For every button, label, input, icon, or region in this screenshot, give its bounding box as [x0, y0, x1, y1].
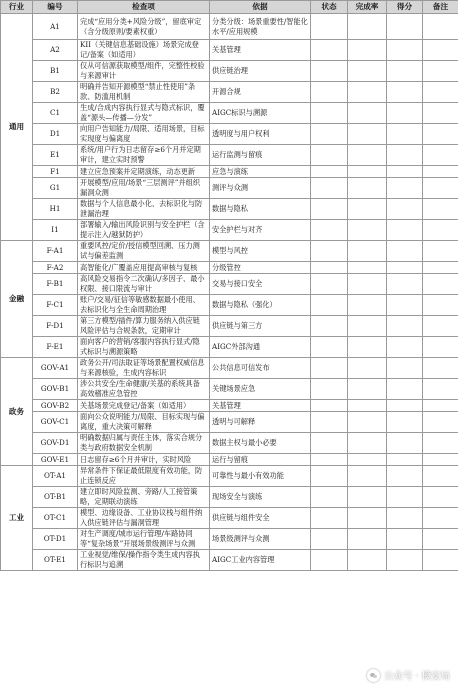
code-cell: OT-B1 [33, 487, 78, 508]
header-status: 状态 [311, 1, 348, 14]
score-cell[interactable] [387, 400, 423, 412]
remarks-cell[interactable] [423, 40, 458, 61]
industry-cell: 工业 [1, 466, 33, 571]
status-cell[interactable] [311, 178, 348, 199]
score-cell[interactable] [387, 529, 423, 550]
completion-rate-cell[interactable] [348, 400, 387, 412]
check-item-cell: 数据与个人信息最小化、去标识化与防泄漏治理 [78, 199, 210, 220]
check-item-cell: 明确并告知开源模型“禁止性使用”条款、防滥用机制 [78, 82, 210, 103]
code-cell: A1 [33, 14, 78, 40]
remarks-cell[interactable] [423, 124, 458, 145]
status-cell[interactable] [311, 400, 348, 412]
code-cell: H1 [33, 199, 78, 220]
header-basis: 依据 [210, 1, 311, 14]
basis-cell: 关基管理 [210, 400, 311, 412]
check-item-cell: 明确数据归属与责任主体，落实合规分类与政府数据安全机制 [78, 433, 210, 454]
basis-cell: 分类分级：场景重要性/智能化水平/应用规模 [210, 14, 311, 40]
score-cell[interactable] [387, 103, 423, 124]
status-cell[interactable] [311, 82, 348, 103]
basis-cell: 透明与可解释 [210, 412, 311, 433]
completion-rate-cell[interactable] [348, 337, 387, 358]
code-cell: GOV-C1 [33, 412, 78, 433]
table-row [1, 400, 458, 412]
completion-rate-cell[interactable] [348, 82, 387, 103]
table-row [1, 412, 458, 433]
table-row [1, 124, 458, 145]
completion-rate-cell[interactable] [348, 220, 387, 241]
check-item-cell: 系统/用户行为日志留存≥6个月并定期审计，建立实时预警 [78, 145, 210, 166]
code-cell: OT-C1 [33, 508, 78, 529]
completion-rate-cell[interactable] [348, 241, 387, 262]
basis-cell: 运行监测与留痕 [210, 145, 311, 166]
basis-cell: 运行与留痕 [210, 454, 311, 466]
table-row [1, 316, 458, 337]
table-row [1, 550, 458, 571]
check-item-cell: 关基场景完成登记/备案（如适用） [78, 400, 210, 412]
remarks-cell[interactable] [423, 337, 458, 358]
status-cell[interactable] [311, 487, 348, 508]
code-cell: F-A1 [33, 241, 78, 262]
header-score: 得分 [387, 1, 423, 14]
basis-cell: 现场安全与演练 [210, 487, 311, 508]
check-item-cell: 日志留存≥6个月并审计，实时风险 [78, 454, 210, 466]
code-cell: F1 [33, 166, 78, 178]
score-cell[interactable] [387, 358, 423, 379]
basis-cell: 安全护栏与对齐 [210, 220, 311, 241]
basis-cell: 数据与隐私 [210, 199, 311, 220]
check-item-cell: 模型、边缘设备、工业协议栈与组件纳入供应链评估与漏洞管理 [78, 508, 210, 529]
status-cell[interactable] [311, 508, 348, 529]
remarks-cell[interactable] [423, 82, 458, 103]
header-code: 编号 [33, 1, 78, 14]
status-cell[interactable] [311, 199, 348, 220]
code-cell: GOV-A1 [33, 358, 78, 379]
basis-cell: 分级管控 [210, 262, 311, 274]
remarks-cell[interactable] [423, 379, 458, 400]
completion-rate-cell[interactable] [348, 412, 387, 433]
completion-rate-cell[interactable] [348, 529, 387, 550]
score-cell[interactable] [387, 295, 423, 316]
status-cell[interactable] [311, 14, 348, 40]
basis-cell: 供应链与组件安全 [210, 508, 311, 529]
score-cell[interactable] [387, 337, 423, 358]
remarks-cell[interactable] [423, 103, 458, 124]
table-row [1, 61, 458, 82]
code-cell: B1 [33, 61, 78, 82]
check-item-cell: 完成“应用分类+风险分级”，留底审定（含分级原则/要素权重） [78, 14, 210, 40]
completion-rate-cell[interactable] [348, 14, 387, 40]
table-row [1, 295, 458, 316]
watermark [367, 668, 450, 682]
score-cell[interactable] [387, 274, 423, 295]
completion-rate-cell[interactable] [348, 61, 387, 82]
completion-rate-cell[interactable] [348, 145, 387, 166]
status-cell[interactable] [311, 145, 348, 166]
check-item-cell: 仅从可信源获取模型/组件，完整性校验与来源审计 [78, 61, 210, 82]
status-cell[interactable] [311, 358, 348, 379]
score-cell[interactable] [387, 508, 423, 529]
score-cell[interactable] [387, 178, 423, 199]
check-item-cell: 涉公共安全/生命健康/关基的系统具备高效稽准应急管控 [78, 379, 210, 400]
score-cell[interactable] [387, 379, 423, 400]
table-row [1, 466, 458, 487]
score-cell[interactable] [387, 550, 423, 571]
basis-cell: 供应链治理 [210, 61, 311, 82]
code-cell: OT-E1 [33, 550, 78, 571]
basis-cell: 透明度与用户权利 [210, 124, 311, 145]
score-cell[interactable] [387, 316, 423, 337]
check-item-cell: 第三方模型/插件/算力服务纳入供应链风险评估与合规条款，定期审计 [78, 316, 210, 337]
header-industry: 行业 [1, 1, 33, 14]
table-row [1, 379, 458, 400]
check-item-cell: 生成/合成内容执行显式与隐式标识，覆盖“源头—传播—分发” [78, 103, 210, 124]
code-cell: B2 [33, 82, 78, 103]
check-item-cell: 高风险交易指令二次确认/多因子、最小权限、接口限流与审计 [78, 274, 210, 295]
table-row [1, 145, 458, 166]
remarks-cell[interactable] [423, 166, 458, 178]
remarks-cell[interactable] [423, 145, 458, 166]
code-cell: F-E1 [33, 337, 78, 358]
industry-cell: 通用 [1, 14, 33, 241]
code-cell: G1 [33, 178, 78, 199]
status-cell[interactable] [311, 433, 348, 454]
completion-rate-cell[interactable] [348, 124, 387, 145]
remarks-cell[interactable] [423, 508, 458, 529]
table-row [1, 220, 458, 241]
check-item-cell: 高智能化/广覆盖应用提高审核与复核 [78, 262, 210, 274]
completion-rate-cell[interactable] [348, 550, 387, 571]
completion-rate-cell[interactable] [348, 262, 387, 274]
check-item-cell: 账户/交易/征信等敏感数据最小使用、去标识化与全生命周期治理 [78, 295, 210, 316]
completion-rate-cell[interactable] [348, 358, 387, 379]
completion-rate-cell[interactable] [348, 199, 387, 220]
score-cell[interactable] [387, 124, 423, 145]
basis-cell: 数据主权与最小必要 [210, 433, 311, 454]
basis-cell: 场景级测评与众测 [210, 529, 311, 550]
remarks-cell[interactable] [423, 262, 458, 274]
score-cell[interactable] [387, 262, 423, 274]
check-item-cell: 异常条件下保证最低限度有效功能，防止连锁反应 [78, 466, 210, 487]
code-cell: OT-A1 [33, 466, 78, 487]
remarks-cell[interactable] [423, 550, 458, 571]
check-item-cell: 部署输入/输出风险识别与安全护栏（含提示注入/越狱防护） [78, 220, 210, 241]
table-row [1, 262, 458, 274]
check-item-cell: 建立应急预案并定期演练，动态更新 [78, 166, 210, 178]
table-row [1, 433, 458, 454]
remarks-cell[interactable] [423, 529, 458, 550]
industry-cell: 政务 [1, 358, 33, 466]
remarks-cell[interactable] [423, 241, 458, 262]
basis-cell: AIGC工业内容管理 [210, 550, 311, 571]
remarks-cell[interactable] [423, 358, 458, 379]
completion-rate-cell[interactable] [348, 178, 387, 199]
table-row [1, 178, 458, 199]
completion-rate-cell[interactable] [348, 274, 387, 295]
status-cell[interactable] [311, 103, 348, 124]
basis-cell: 可靠性与最小有效功能 [210, 466, 311, 487]
score-cell[interactable] [387, 412, 423, 433]
remarks-cell[interactable] [423, 295, 458, 316]
completion-rate-cell[interactable] [348, 40, 387, 61]
table-row [1, 14, 458, 40]
remarks-cell[interactable] [423, 433, 458, 454]
completion-rate-cell[interactable] [348, 508, 387, 529]
score-cell[interactable] [387, 61, 423, 82]
basis-cell: 供应链与第三方 [210, 316, 311, 337]
status-cell[interactable] [311, 466, 348, 487]
table-row [1, 529, 458, 550]
remarks-cell[interactable] [423, 487, 458, 508]
code-cell: C1 [33, 103, 78, 124]
table-row [1, 166, 458, 178]
code-cell: GOV-E1 [33, 454, 78, 466]
check-item-cell: 面向客户的营销/客服内容执行显式/隐式标识与溯源策略 [78, 337, 210, 358]
table-row [1, 337, 458, 358]
basis-cell: 公共信息可信发布 [210, 358, 311, 379]
score-cell[interactable] [387, 40, 423, 61]
status-cell[interactable] [311, 337, 348, 358]
header-check-item: 检查项 [78, 1, 210, 14]
check-item-cell: KII（关键信息基础设施）场景完成登记/备案（如适用） [78, 40, 210, 61]
remarks-cell[interactable] [423, 220, 458, 241]
header-remarks: 备注 [423, 1, 458, 14]
completion-rate-cell[interactable] [348, 466, 387, 487]
status-cell[interactable] [311, 295, 348, 316]
basis-cell: 应急与演练 [210, 166, 311, 178]
table-row [1, 487, 458, 508]
score-cell[interactable] [387, 241, 423, 262]
status-cell[interactable] [311, 412, 348, 433]
basis-cell: 测评与众测 [210, 178, 311, 199]
code-cell: A2 [33, 40, 78, 61]
completion-rate-cell[interactable] [348, 454, 387, 466]
check-item-cell: 对生产调度/城市运行管理/车路协同等“复杂场景”开展场景级测评与众测 [78, 529, 210, 550]
basis-cell: AIGC标识与溯源 [210, 103, 311, 124]
code-cell: OT-D1 [33, 529, 78, 550]
completion-rate-cell[interactable] [348, 166, 387, 178]
score-cell[interactable] [387, 199, 423, 220]
code-cell: F-C1 [33, 295, 78, 316]
remarks-cell[interactable] [423, 14, 458, 40]
status-cell[interactable] [311, 166, 348, 178]
basis-cell: AIGC外部沟通 [210, 337, 311, 358]
header-completion-rate: 完成率 [348, 1, 387, 14]
score-cell[interactable] [387, 487, 423, 508]
header-row [1, 1, 458, 14]
remarks-cell[interactable] [423, 412, 458, 433]
table-row [1, 454, 458, 466]
check-item-cell: 重要风控/定价/授信模型回溯、压力测试与偏差监测 [78, 241, 210, 262]
check-item-cell: 政务公开/司法取证等场景配置权威信息与来源核验，生成内容标识 [78, 358, 210, 379]
table-row [1, 199, 458, 220]
status-cell[interactable] [311, 454, 348, 466]
score-cell[interactable] [387, 145, 423, 166]
remarks-cell[interactable] [423, 316, 458, 337]
table-row [1, 274, 458, 295]
score-cell[interactable] [387, 454, 423, 466]
remarks-cell[interactable] [423, 178, 458, 199]
code-cell: GOV-B2 [33, 400, 78, 412]
status-cell[interactable] [311, 316, 348, 337]
completion-rate-cell[interactable] [348, 379, 387, 400]
code-cell: I1 [33, 220, 78, 241]
code-cell: GOV-D1 [33, 433, 78, 454]
remarks-cell[interactable] [423, 454, 458, 466]
status-cell[interactable] [311, 379, 348, 400]
score-cell[interactable] [387, 466, 423, 487]
status-cell[interactable] [311, 124, 348, 145]
basis-cell: 数据与隐私（强化） [210, 295, 311, 316]
check-item-cell: 工业视觉/维保/操作指令类生成内容执行标识与追溯 [78, 550, 210, 571]
check-item-cell: 建立即时风险监测、旁路/人工接管策略，定期联动演练 [78, 487, 210, 508]
completion-rate-cell[interactable] [348, 433, 387, 454]
basis-cell: 关基管理 [210, 40, 311, 61]
score-cell[interactable] [387, 433, 423, 454]
table-row [1, 358, 458, 379]
completion-rate-cell[interactable] [348, 487, 387, 508]
table-row [1, 40, 458, 61]
status-cell[interactable] [311, 262, 348, 274]
status-cell[interactable] [311, 220, 348, 241]
status-cell[interactable] [311, 61, 348, 82]
table-row [1, 241, 458, 262]
remarks-cell[interactable] [423, 199, 458, 220]
score-cell[interactable] [387, 14, 423, 40]
basis-cell: 交易与接口安全 [210, 274, 311, 295]
remarks-cell[interactable] [423, 466, 458, 487]
completion-rate-cell[interactable] [348, 316, 387, 337]
code-cell: F-D1 [33, 316, 78, 337]
remarks-cell[interactable] [423, 274, 458, 295]
basis-cell: 关键场景应急 [210, 379, 311, 400]
status-cell[interactable] [311, 274, 348, 295]
remarks-cell[interactable] [423, 400, 458, 412]
code-cell: F-B1 [33, 274, 78, 295]
status-cell[interactable] [311, 529, 348, 550]
code-cell: D1 [33, 124, 78, 145]
completion-rate-cell[interactable] [348, 295, 387, 316]
basis-cell: 开源合规 [210, 82, 311, 103]
table-row [1, 103, 458, 124]
basis-cell: 模型与风控 [210, 241, 311, 262]
status-cell[interactable] [311, 550, 348, 571]
status-cell[interactable] [311, 241, 348, 262]
remarks-cell[interactable] [423, 61, 458, 82]
code-cell: GOV-B1 [33, 379, 78, 400]
code-cell: E1 [33, 145, 78, 166]
score-cell[interactable] [387, 220, 423, 241]
table-row [1, 82, 458, 103]
wechat-icon [367, 669, 380, 682]
status-cell[interactable] [311, 40, 348, 61]
score-cell[interactable] [387, 82, 423, 103]
watermark-text: 公众号 · 模安局 [383, 671, 450, 682]
check-item-cell: 开展模型/应用/场景“三层测评”并组织漏洞众测 [78, 178, 210, 199]
industry-cell: 金融 [1, 241, 33, 358]
code-cell: F-A2 [33, 262, 78, 274]
check-item-cell: 向用户告知能力/局限、适用场景，目标实现度与偏离度 [78, 124, 210, 145]
score-cell[interactable] [387, 166, 423, 178]
table-row [1, 508, 458, 529]
check-item-cell: 面向公众说明能力/局限、目标实现与偏离度，重大决策可解释 [78, 412, 210, 433]
completion-rate-cell[interactable] [348, 103, 387, 124]
